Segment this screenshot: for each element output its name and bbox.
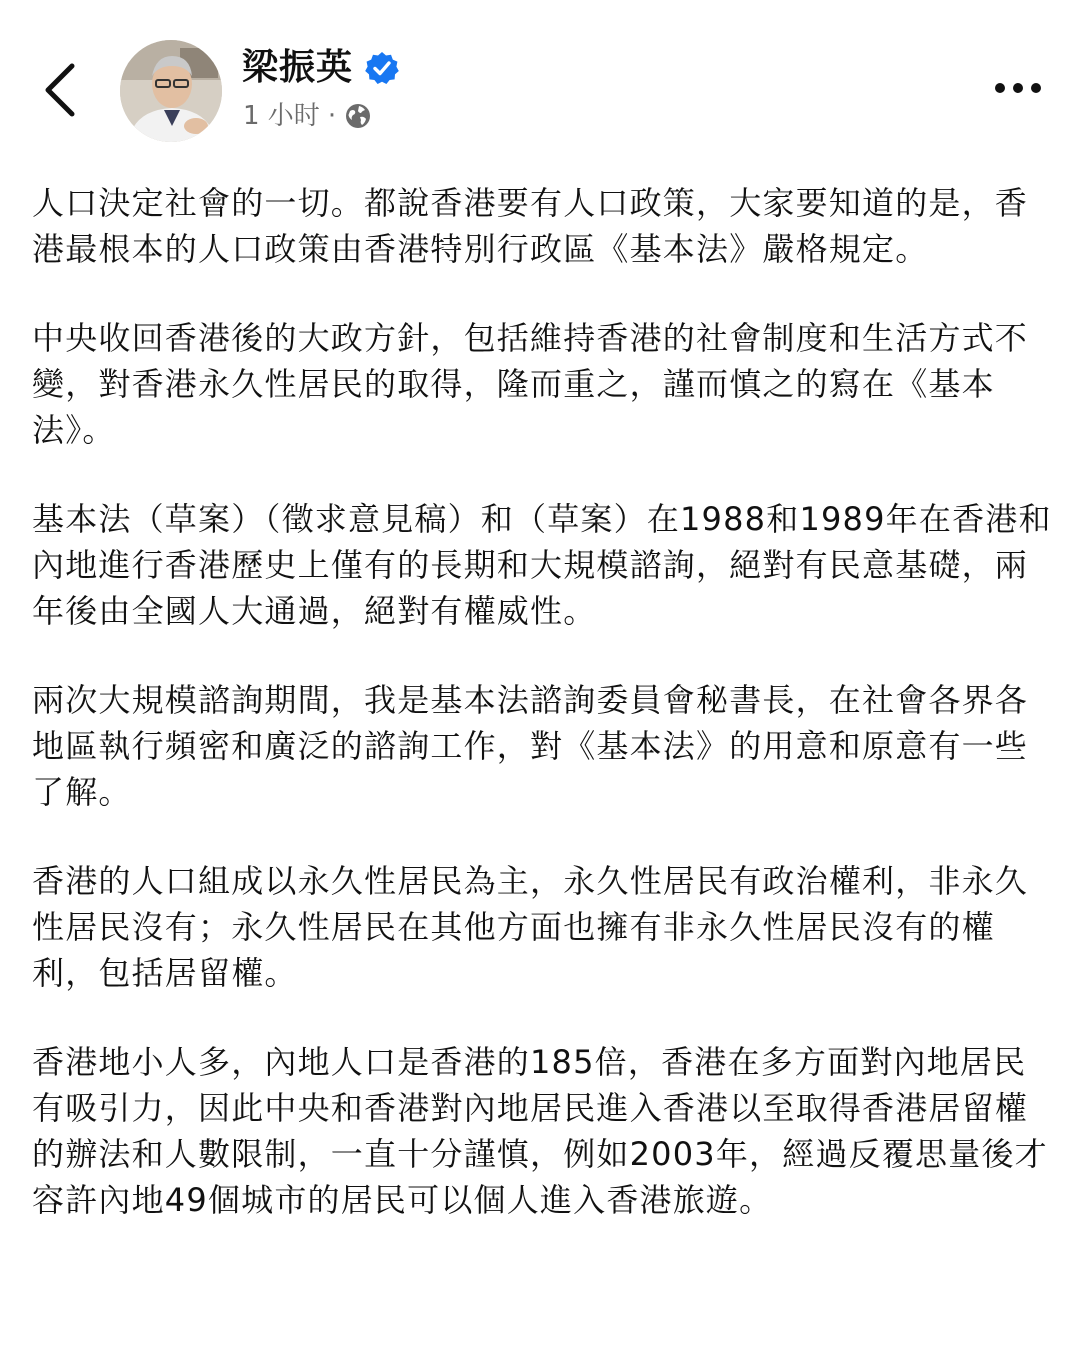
meta-separator: · [327,101,337,131]
avatar-photo [120,40,222,142]
chevron-left-icon [42,62,78,118]
more-options-button[interactable] [988,68,1048,108]
verified-badge-icon [365,51,399,85]
post-header [0,0,1080,160]
post-paragraph: 中央收回香港後的大政方針，包括維持香港的社會制度和生活方式不變，對香港永久性居民的取得，隆而重之，謹而慎之的寫在《基本法》。 [32,319,1029,449]
post-paragraph: 人口決定社會的一切。都說香港要有人口政策，大家要知道的是，香港最根本的人口政策由香港特別行政區《基本法》嚴格規定。 [32,184,1029,268]
post-paragraph: 基本法（草案）（徵求意見稿）和（草案）在1988和1989年在香港和內地進行香港歷史上僅有的長期和大規模諮詢，絕對有民意基礎，兩年後由全國人大通過，絕對有權威性。 [32,500,1052,630]
post-body [32,180,1052,1223]
author-info [242,44,399,92]
back-button[interactable] [30,52,90,128]
post-time[interactable]: 1 小时 [243,101,320,131]
avatar[interactable] [120,40,222,142]
more-horizontal-icon [994,82,1042,94]
post-paragraph: 兩次大規模諮詢期間，我是基本法諮詢委員會秘書長，在社會各界各地區執行頻密和廣泛的諮詢工作，對《基本法》的用意和原意有一些了解。 [32,681,1029,811]
post-paragraph: 香港地小人多，內地人口是香港的185倍，香港在多方面對內地居民有吸引力，因此中央和香港對內地居民進入香港以至取得香港居留權的辦法和人數限制，一直十分謹慎，例如2003年，經過反覆思量後才容許內地49個城市的居民可以個人進入香港旅遊。 [32,1043,1048,1219]
globe-icon[interactable] [344,102,372,130]
author-name[interactable]: 梁振英 [242,47,354,88]
post-paragraph: 香港的人口組成以永久性居民為主，永久性居民有政治權利，非永久性居民沒有；永久性居民在其他方面也擁有非永久性居民沒有的權利，包括居留權。 [32,862,1029,992]
post-meta [243,96,372,136]
